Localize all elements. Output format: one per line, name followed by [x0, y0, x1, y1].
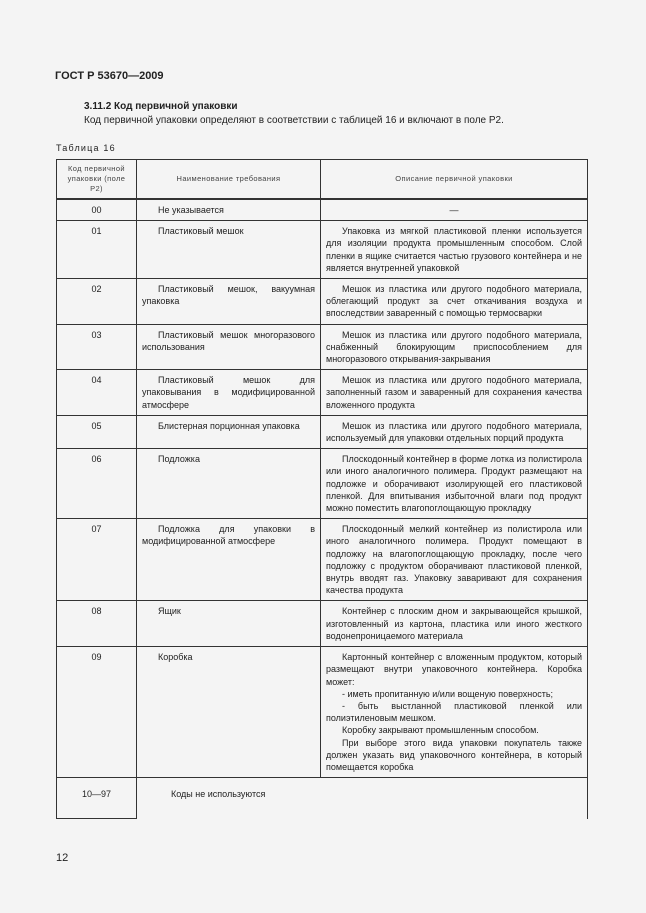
row-description	[321, 449, 588, 519]
row-description	[321, 200, 588, 221]
table-header-row	[57, 160, 588, 199]
row-name: Подложка	[137, 449, 321, 519]
section-text: Код первичной упаковки определяют в соответствии с таблицей 16 и включают в поле Р2.	[84, 115, 504, 126]
table-row	[57, 221, 588, 279]
row-description	[321, 647, 588, 778]
row-code: 00	[57, 200, 137, 221]
table-row	[57, 647, 588, 778]
description-paragraph: Плоскодонный контейнер в форме лотка из полистирола или иного аналогичного полимера. Продукт размещают на подложке и оборачивают изолирующей его пластиковой пленкой. Для впитывания избыточной влаги под продукт можно поместить влагопоглощающую прокладку	[326, 454, 582, 514]
row-name: Подложка для упаковки в модифицированной атмосфере	[137, 519, 321, 601]
description-paragraph: - иметь пропитанную и/или вощеную поверхность;	[342, 688, 554, 699]
description-paragraph: Плоскодонный мелкий контейнер из полистирола или иного аналогичного полимера. Продукт помещают в подложку на влагопоглощающую прокладку, после чего подложку с продуктом оборачивают пластиковой пленкой, внутрь вводят газ. Упаковку заваривают для сохранения качества продукта	[326, 524, 582, 596]
row-description	[321, 601, 588, 647]
row-code: 09	[57, 647, 137, 778]
document-code-header: ГОСТ Р 53670—2009	[55, 70, 164, 82]
table-row	[57, 279, 588, 325]
table-row	[57, 519, 588, 601]
row-name: Пластиковый мешок	[137, 221, 321, 279]
table-caption: Таблица 16	[56, 143, 116, 153]
row-code: 06	[57, 449, 137, 519]
header-desc: Описание первичной упаковки	[321, 160, 588, 199]
row-code: 05	[57, 415, 137, 448]
row-description	[321, 370, 588, 416]
header-code: Код первичной упаковки (поле Р2)	[57, 160, 137, 199]
section-title: 3.11.2 Код первичной упаковки	[84, 101, 238, 112]
row-name: Блистерная порционная упаковка	[137, 415, 321, 448]
description-paragraph: Мешок из пластика или другого подобного материала, заполненный газом и заваренный для сохранения качества вложенного продукта	[326, 375, 582, 410]
row-name: Пластиковый мешок многоразового использования	[137, 324, 321, 370]
description-paragraph: Упаковка из мягкой пластиковой пленки используется для изоляции продукта промышленным способом. Слой пленки в ящике считается частью грузового контейнера и не является внутренней упаковкой	[326, 226, 582, 273]
table-row	[57, 324, 588, 370]
row-description	[321, 415, 588, 448]
row-description	[321, 519, 588, 601]
table-row	[57, 601, 588, 647]
row-code: 07	[57, 519, 137, 601]
row-name: Пластиковый мешок для упаковывания в модифицированной атмосфере	[137, 370, 321, 416]
table-row	[57, 449, 588, 519]
row-description	[321, 279, 588, 325]
row-description	[321, 324, 588, 370]
row-code: 01	[57, 221, 137, 279]
description-paragraph: Картонный контейнер с вложенным продуктом, который размещают внутри упаковочного контейнера. Коробка может:	[326, 652, 582, 687]
row-name: Не указывается	[137, 200, 321, 221]
page-number: 12	[56, 852, 69, 864]
packaging-code-table	[56, 159, 588, 819]
description-paragraph: Мешок из пластика или другого подобного материала, облегающий продукт за счет откачивания воздуха и впоследствии заваренный с помощью термосварки	[326, 284, 582, 319]
description-paragraph: —	[449, 205, 459, 215]
row-name: Пластиковый мешок, вакуумная упаковка	[137, 279, 321, 325]
row-code: 02	[57, 279, 137, 325]
description-paragraph: При выборе этого вида упаковки покупатель также должен указать вид упаковочного контейнера, в который помещается коробка	[326, 737, 582, 772]
row-code: 08	[57, 601, 137, 647]
header-name: Наименование требования	[137, 160, 321, 199]
table-row	[57, 200, 588, 221]
row-description	[321, 221, 588, 279]
description-paragraph: Мешок из пластика или другого подобного материала, снабженный блокирующим приспособлением для многоразового открывания-закрывания	[326, 329, 582, 365]
row-name: Коробка	[137, 647, 321, 778]
table-row-unused-codes	[57, 778, 588, 819]
row-unused-text: Коды не используются	[137, 778, 588, 819]
description-paragraph: Мешок из пластика или другого подобного материала, используемый для упаковки отдельных порций продукта	[326, 420, 582, 444]
description-paragraph: - быть выстланной пластиковой пленкой или полиэтиленовым мешком.	[326, 700, 582, 724]
description-paragraph: Коробку закрывают промышленным способом.	[342, 725, 539, 736]
row-code: 03	[57, 324, 137, 370]
table-row	[57, 370, 588, 416]
row-code: 04	[57, 370, 137, 416]
description-paragraph: Контейнер с плоским дном и закрывающейся крышкой, изготовленный из картона, пластика или иного жесткого водонепроницаемого материала	[326, 606, 582, 641]
table-row	[57, 415, 588, 448]
row-code: 10—97	[57, 778, 137, 819]
row-name: Ящик	[137, 601, 321, 647]
